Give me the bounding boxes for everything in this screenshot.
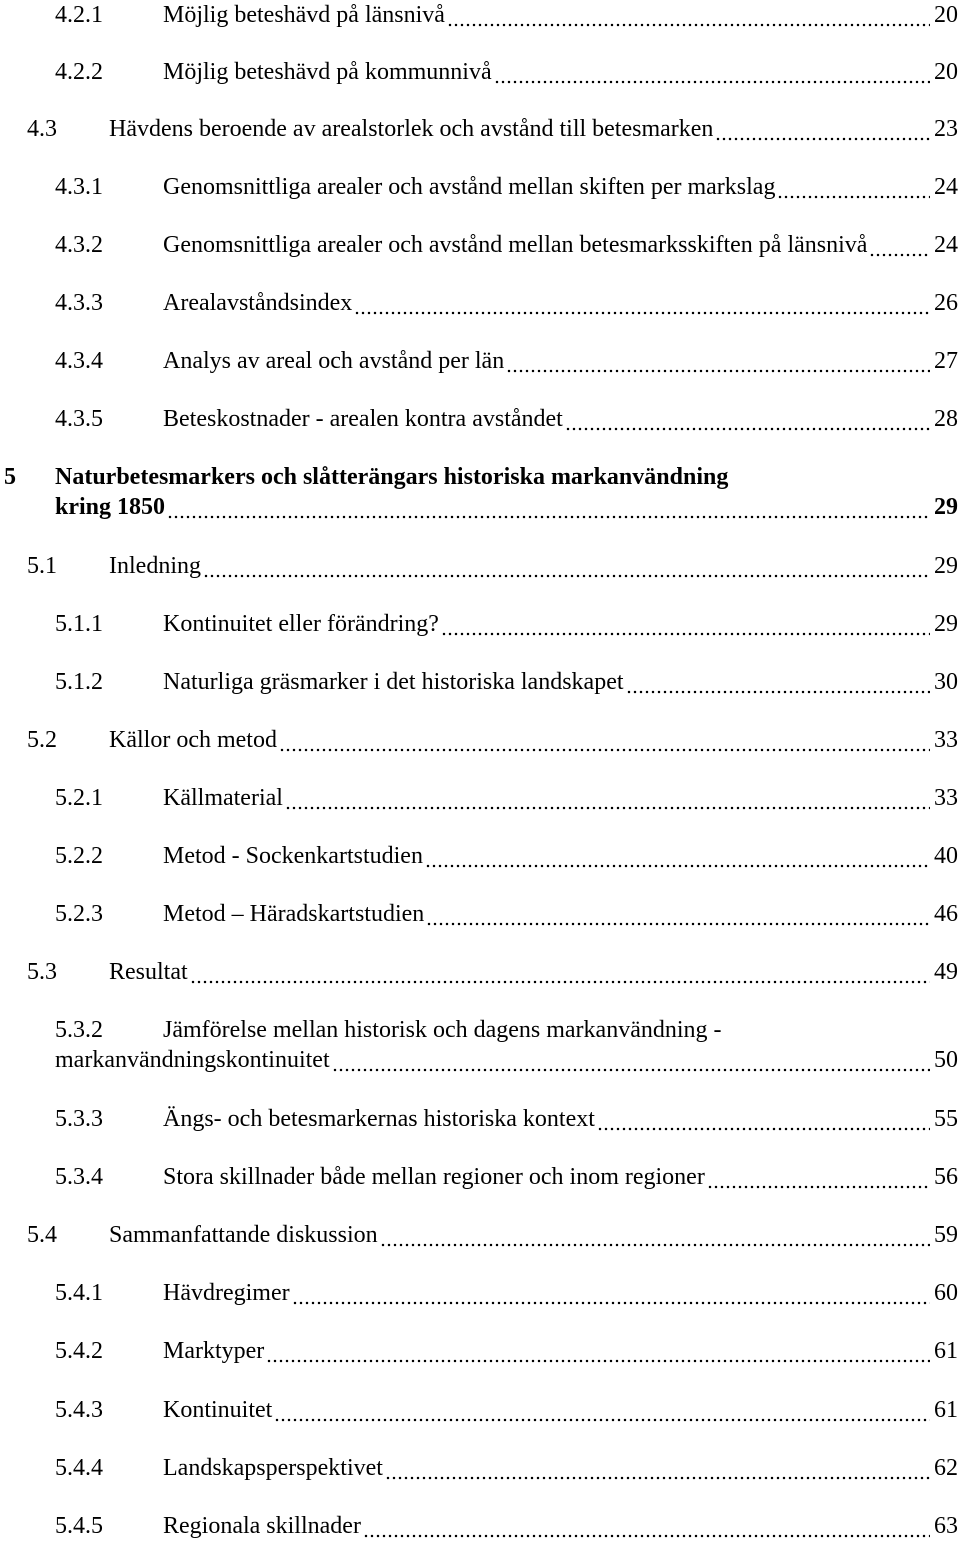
toc-entry-title: Hävdens beroende av arealstorlek och avstånd till betesmarken bbox=[109, 116, 714, 142]
toc-entry-title: Regionala skillnader bbox=[163, 1513, 361, 1539]
toc-leader-dots bbox=[494, 57, 930, 87]
toc-entry-page: 56 bbox=[934, 1164, 958, 1190]
toc-entry-title-continued: markanvändningskontinuitet bbox=[55, 1047, 330, 1073]
toc-entry-title: Beteskostnader - arealen kontra avståndet bbox=[163, 406, 563, 432]
toc-entry-page: 30 bbox=[934, 669, 958, 695]
toc-entry-title: Sammanfattande diskussion bbox=[109, 1222, 378, 1248]
toc-entry-title: Stora skillnader både mellan regioner och inom regioner bbox=[163, 1164, 705, 1190]
toc-leader-dots bbox=[425, 841, 930, 871]
toc-entry-page: 23 bbox=[934, 116, 958, 142]
toc-entry-page: 63 bbox=[934, 1513, 958, 1539]
toc-entry-title: Möjlig beteshävd på kommunnivå bbox=[163, 59, 492, 85]
toc-entry-page: 46 bbox=[934, 901, 958, 927]
toc-entry-number: 5.3.3 bbox=[55, 1106, 103, 1132]
toc-entry-number: 5.1.1 bbox=[55, 611, 103, 637]
toc-entry-number: 5.1.2 bbox=[55, 669, 103, 695]
toc-entry-number: 4.3 bbox=[27, 116, 57, 142]
toc-entry-page: 29 bbox=[934, 553, 958, 579]
toc-leader-dots bbox=[597, 1104, 930, 1134]
toc-entry-number: 5.1 bbox=[27, 553, 57, 579]
toc-leader-dots bbox=[167, 492, 930, 522]
toc-entry-number: 5.4.2 bbox=[55, 1338, 103, 1364]
toc-entry-title: Hävdregimer bbox=[163, 1280, 290, 1306]
toc-entry-page: 62 bbox=[934, 1455, 958, 1481]
toc-entry-page: 20 bbox=[934, 59, 958, 85]
toc-entry-title-continued: kring 1850 bbox=[55, 494, 166, 520]
toc-leader-dots bbox=[203, 551, 930, 581]
toc-entry-title: Kontinuitet eller förändring? bbox=[163, 611, 439, 637]
toc-entry-page: 27 bbox=[934, 348, 958, 374]
toc-entry-title: Analys av areal och avstånd per län bbox=[163, 348, 505, 374]
toc-leader-dots bbox=[707, 1162, 930, 1192]
toc-entry-page: 29 bbox=[934, 611, 958, 637]
toc-entry-number: 5.4.4 bbox=[55, 1455, 103, 1481]
toc-entry-page: 59 bbox=[934, 1222, 958, 1248]
toc-entry-number: 4.2.2 bbox=[55, 59, 103, 85]
toc-entry-title: Marktyper bbox=[163, 1338, 265, 1364]
toc-entry-title: Metod - Sockenkartstudien bbox=[163, 843, 423, 869]
toc-leader-dots bbox=[285, 783, 930, 813]
toc-entry-number: 4.3.5 bbox=[55, 406, 103, 432]
toc-entry-page: 61 bbox=[934, 1338, 958, 1364]
toc-entry-title: Genomsnittliga arealer och avstånd mellan skiften per markslag bbox=[163, 174, 776, 200]
toc-entry-page: 61 bbox=[934, 1397, 958, 1423]
toc-leader-dots bbox=[385, 1453, 930, 1483]
toc-entry-number: 5.3 bbox=[27, 959, 57, 985]
toc-leader-dots bbox=[869, 230, 930, 260]
toc-leader-dots bbox=[506, 346, 930, 376]
toc-leader-dots bbox=[190, 957, 930, 987]
toc-entry-page: 50 bbox=[934, 1047, 958, 1073]
toc-entry-number: 5.4.3 bbox=[55, 1397, 103, 1423]
toc-leader-dots bbox=[266, 1336, 930, 1366]
toc-leader-dots bbox=[332, 1045, 930, 1075]
toc-entry-number: 4.3.1 bbox=[55, 174, 103, 200]
toc-entry-page: 60 bbox=[934, 1280, 958, 1306]
toc-entry-page: 33 bbox=[934, 727, 958, 753]
toc-entry-page: 55 bbox=[934, 1106, 958, 1132]
toc-entry-page: 24 bbox=[934, 174, 958, 200]
toc-entry-title: Landskapsperspektivet bbox=[163, 1455, 383, 1481]
toc-entry-number: 5 bbox=[4, 464, 16, 490]
toc-entry-page: 49 bbox=[934, 959, 958, 985]
toc-entry-page: 26 bbox=[934, 290, 958, 316]
toc-entry-title: Naturliga gräsmarker i det historiska landskapet bbox=[163, 669, 624, 695]
toc-entry-number: 4.3.3 bbox=[55, 290, 103, 316]
toc-entry-page: 29 bbox=[934, 494, 958, 520]
toc-leader-dots bbox=[626, 667, 930, 697]
toc-entry-number: 5.4.1 bbox=[55, 1280, 103, 1306]
toc-leader-dots bbox=[274, 1395, 930, 1425]
toc-entry-number: 5.4 bbox=[27, 1222, 57, 1248]
toc-entry-number: 5.3.4 bbox=[55, 1164, 103, 1190]
toc-entry-number: 5.2.3 bbox=[55, 901, 103, 927]
toc-leader-dots bbox=[380, 1220, 930, 1250]
toc-leader-dots bbox=[279, 725, 930, 755]
toc-entry-number: 4.2.1 bbox=[55, 2, 103, 28]
toc-entry-number: 4.3.2 bbox=[55, 232, 103, 258]
toc-leader-dots bbox=[363, 1511, 930, 1541]
toc-entry-title: Ängs- och betesmarkernas historiska kontext bbox=[163, 1106, 595, 1132]
toc-entry-title: Genomsnittliga arealer och avstånd mellan betesmarksskiften på länsnivå bbox=[163, 232, 868, 258]
toc-entry-title: Jämförelse mellan historisk och dagens markanvändning - bbox=[163, 1017, 722, 1043]
toc-entry-title: Metod – Häradskartstudien bbox=[163, 901, 425, 927]
toc-entry-title: Möjlig beteshävd på länsnivå bbox=[163, 2, 445, 28]
toc-entry-title: Naturbetesmarkers och slåtterängars historiska markanvändning bbox=[55, 464, 729, 490]
toc-leader-dots bbox=[565, 404, 930, 434]
toc-entry-page: 40 bbox=[934, 843, 958, 869]
toc-entry-title: Arealavståndsindex bbox=[163, 290, 353, 316]
toc-leader-dots bbox=[426, 899, 930, 929]
toc-entry-title: Resultat bbox=[109, 959, 188, 985]
toc-entry-number: 5.2.2 bbox=[55, 843, 103, 869]
toc-entry-number: 5.2.1 bbox=[55, 785, 103, 811]
toc-entry-number: 5.3.2 bbox=[55, 1017, 103, 1043]
toc-entry-title: Inledning bbox=[109, 553, 201, 579]
toc-entry-title: Kontinuitet bbox=[163, 1397, 273, 1423]
toc-leader-dots bbox=[354, 288, 930, 318]
toc-entry-title: Källor och metod bbox=[109, 727, 277, 753]
toc-entry-page: 24 bbox=[934, 232, 958, 258]
toc-entry-page: 20 bbox=[934, 2, 958, 28]
toc-leader-dots bbox=[441, 609, 930, 639]
toc-entry-page: 33 bbox=[934, 785, 958, 811]
toc-entry-number: 5.2 bbox=[27, 727, 57, 753]
toc-leader-dots bbox=[715, 114, 930, 144]
toc-leader-dots bbox=[777, 172, 930, 202]
toc-entry-number: 5.4.5 bbox=[55, 1513, 103, 1539]
toc-entry-title: Källmaterial bbox=[163, 785, 283, 811]
toc-entry-number: 4.3.4 bbox=[55, 348, 103, 374]
toc-entry-page: 28 bbox=[934, 406, 958, 432]
toc-leader-dots bbox=[447, 0, 930, 30]
toc-leader-dots bbox=[292, 1278, 930, 1308]
